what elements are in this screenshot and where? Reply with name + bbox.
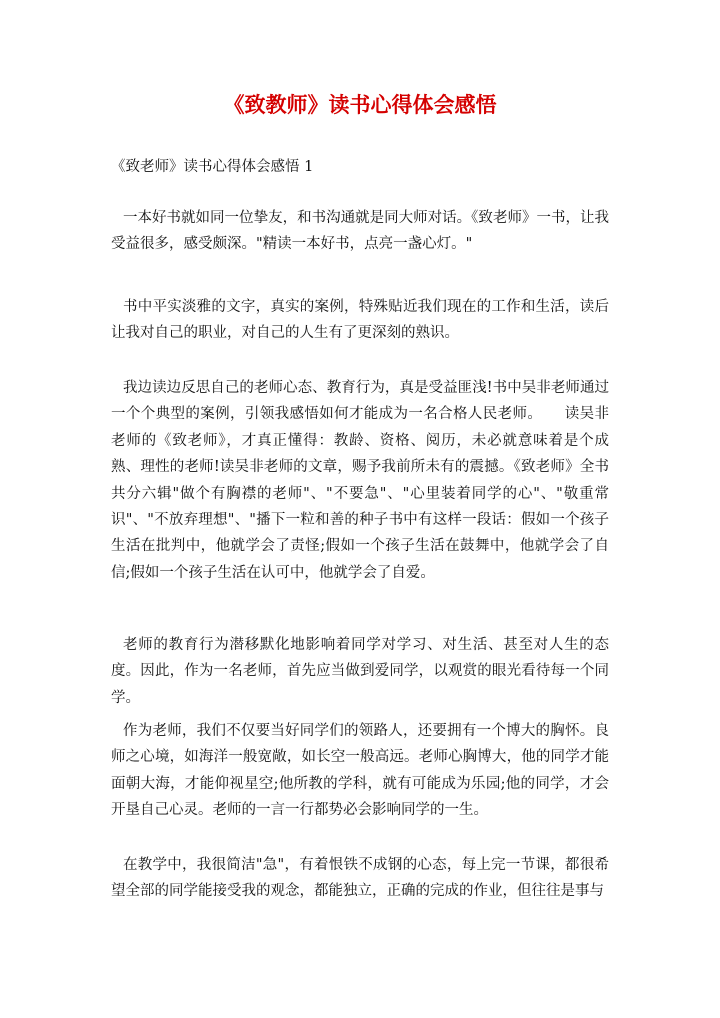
paragraph: 书中平实淡雅的文字，真实的案例，特殊贴近我们现在的工作和生活，读后让我对自己的职业，对自己的人生有了更深刻的熟识。 xyxy=(111,299,609,342)
paragraph: 老师的教育行为潜移默化地影响着同学对学习、对生活、甚至对人生的态度。因此，作为一名老师，首先应当做到爱同学，以观赏的眼光看待每一个同学。 xyxy=(111,637,609,706)
section-subtitle: 《致老师》读书心得体会感悟 1 xyxy=(111,159,314,175)
paragraph: 作为老师，我们不仅要当好同学们的领路人，还要拥有一个博大的胸怀。良师之心境，如海洋一般宽敞，如长空一般高远。老师心胸博大，他的同学才能面朝大海，才能仰视星空;他所教的学科，就有可能成为乐园;他的同学，才会开垦自己心灵。老师的一言一行都势必会影响同学的一生。 xyxy=(111,723,609,819)
paragraph: 在教学中，我很简洁"急"，有着恨铁不成钢的心态，每上完一节课，都很希望全部的同学能接受我的观念，都能独立，正确的完成的作业，但往往是事与 xyxy=(111,857,609,900)
paragraph: 一本好书就如同一位挚友，和书沟通就是同大师对话。《致老师》一书，让我受益很多，感受颇深。"精读一本好书，点亮一盏心灯。" xyxy=(111,210,609,253)
paragraph: 我边读边反思自己的老师心态、教育行为，真是受益匪浅!书中吴非老师通过一个个典型的案例，引领我感悟如何才能成为一名合格人民老师。 读吴非老师的《致老师》，才真正懂得：教龄、资格、阅历，未必就意味着是个成熟、理性的老师!读吴非老师的文章，赐予我前所未有的震撼。《致老师》全书共分六辑"做个有胸襟的老师"、"不要急"、"心里装着同学的心"、"敬重常识"、"不放弃理想"、"播下一粒和善的种子书中有这样一段话：假如一个孩子生活在批判中，他就学会了责怪;假如一个孩子生活在鼓舞中，他就学会了自信;假如一个孩子生活在认可中，他就学会了自爱。 xyxy=(111,380,609,581)
document-title: 《致教师》读书心得体会感悟 xyxy=(223,93,497,117)
